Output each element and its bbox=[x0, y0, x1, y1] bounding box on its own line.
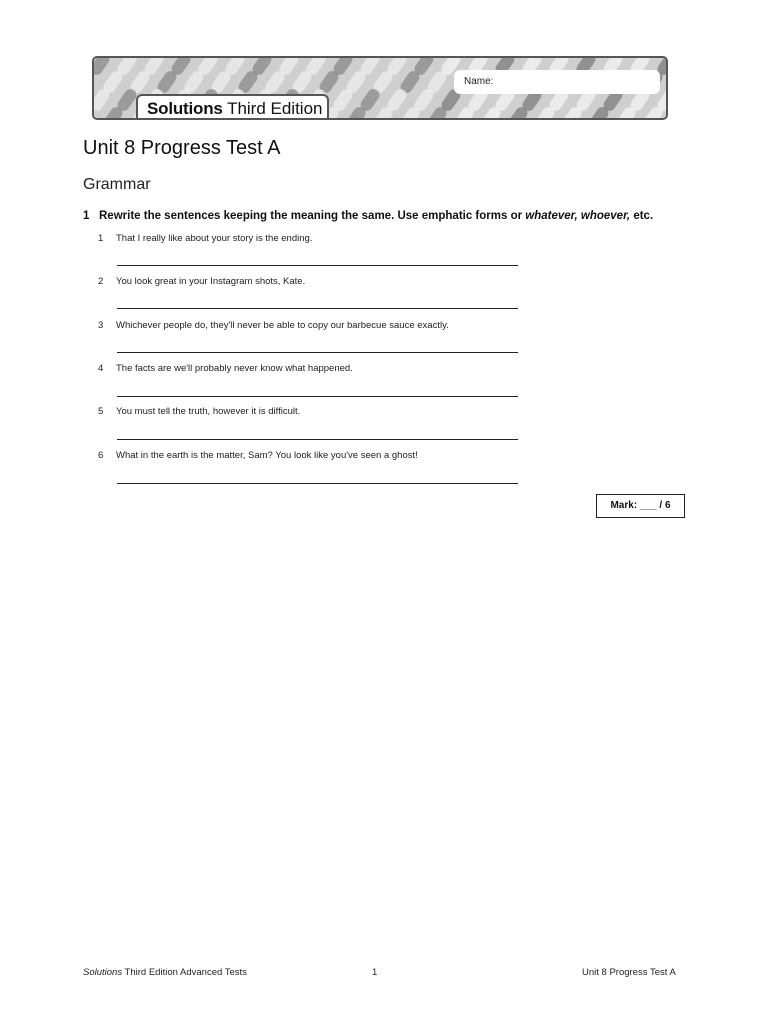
footer-book: Third Edition Advanced Tests bbox=[122, 967, 247, 978]
exercise-number: 1 bbox=[83, 210, 90, 222]
name-field[interactable] bbox=[454, 70, 660, 94]
name-label: Name: bbox=[464, 76, 494, 87]
footer-left bbox=[83, 967, 247, 978]
instruction-emphasis: whatever, whoever, bbox=[525, 210, 631, 222]
brand-name-bold: Solutions bbox=[147, 99, 223, 118]
mark-box: Mark: ___ / 6 bbox=[596, 494, 685, 518]
answer-line[interactable] bbox=[117, 265, 518, 266]
item-number: 5 bbox=[98, 406, 104, 417]
list-item bbox=[98, 233, 312, 244]
item-text: You must tell the truth, however it is difficult. bbox=[116, 406, 301, 417]
item-number: 4 bbox=[98, 363, 104, 374]
answer-line[interactable] bbox=[117, 308, 518, 309]
item-text: The facts are we'll probably never know what happened. bbox=[116, 363, 353, 374]
page-title: Unit 8 Progress Test A bbox=[83, 137, 281, 159]
footer-brand: Solutions bbox=[83, 967, 123, 978]
item-number: 2 bbox=[98, 276, 104, 287]
instruction-text: Rewrite the sentences keeping the meaning the same. Use emphatic forms or bbox=[99, 210, 526, 222]
header-banner bbox=[92, 56, 668, 120]
brand-name-edition: Third Edition bbox=[227, 99, 323, 118]
item-text: What in the earth is the matter, Sam? You look like you've seen a ghost! bbox=[116, 450, 418, 461]
item-number: 3 bbox=[98, 320, 104, 331]
brand-logo bbox=[136, 94, 329, 120]
section-title: Grammar bbox=[83, 176, 151, 193]
list-item bbox=[98, 320, 449, 331]
footer-right: Unit 8 Progress Test A bbox=[582, 967, 676, 978]
item-number: 6 bbox=[98, 450, 104, 461]
answer-line[interactable] bbox=[117, 352, 518, 353]
list-item bbox=[98, 276, 305, 287]
item-text: You look great in your Instagram shots, Kate. bbox=[116, 276, 306, 287]
answer-line[interactable] bbox=[117, 483, 518, 484]
page-number: 1 bbox=[372, 967, 378, 978]
list-item bbox=[98, 363, 353, 374]
item-number: 1 bbox=[98, 233, 104, 244]
exercise-instruction bbox=[83, 210, 653, 222]
answer-line[interactable] bbox=[117, 439, 518, 440]
item-text: That I really like about your story is the ending. bbox=[116, 233, 313, 244]
answer-line[interactable] bbox=[117, 396, 518, 397]
item-text: Whichever people do, they'll never be able to copy our barbecue sauce exactly. bbox=[116, 320, 449, 331]
list-item bbox=[98, 406, 300, 417]
list-item bbox=[98, 450, 418, 461]
instruction-end: etc. bbox=[630, 210, 654, 222]
